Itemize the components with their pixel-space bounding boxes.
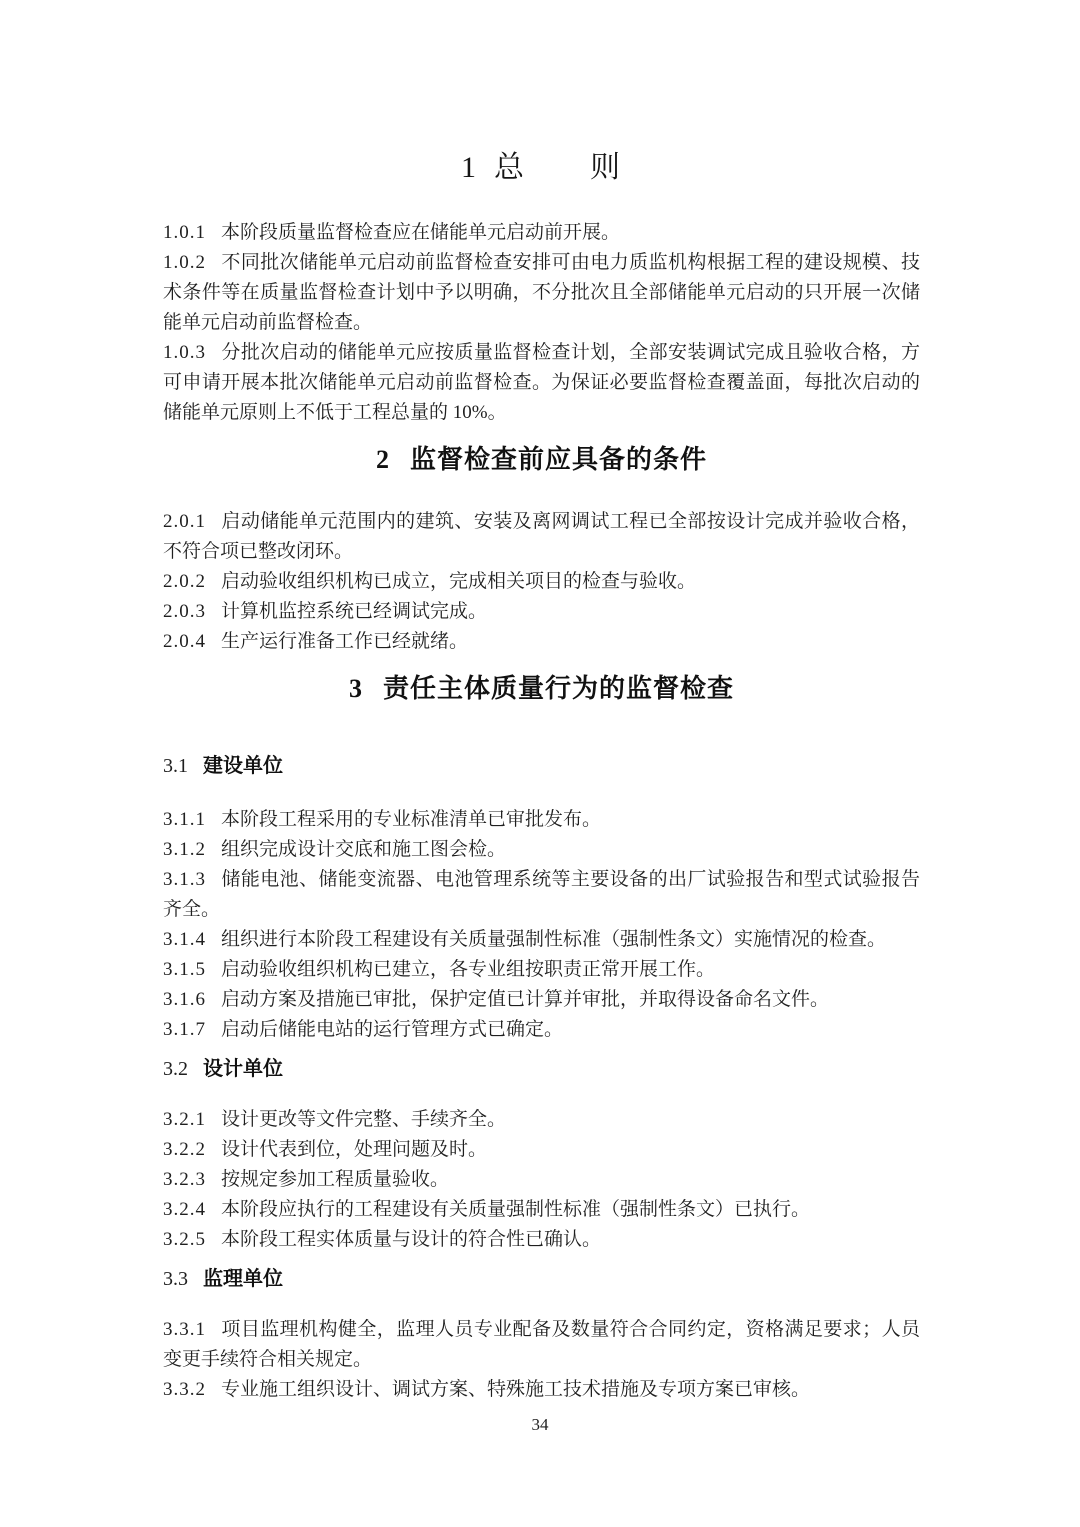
clause-text: 本阶段质量监督检查应在储能单元启动前开展。 bbox=[221, 222, 621, 243]
clause-3-1-5 bbox=[163, 955, 920, 985]
subsection-title: 监理单位 bbox=[203, 1268, 283, 1290]
clause-text: 分批次启动的储能单元应按质量监督检查计划，全部安装调试完成且验收合格，方可申请开展本批次储能单元启动前监督检查。为保证必要监督检查覆盖面，每批次启动的储能单元原则上不低于工程总量的 10%。 bbox=[163, 342, 920, 423]
clause-3-2-5 bbox=[163, 1225, 920, 1255]
clause-number: 2.0.3 bbox=[163, 601, 206, 622]
clause-3-3-1 bbox=[163, 1315, 920, 1375]
clause-1-0-2 bbox=[163, 248, 920, 338]
clause-3-1-1 bbox=[163, 805, 920, 835]
page-number: 34 bbox=[531, 1415, 549, 1434]
clause-text: 启动储能单元范围内的建筑、安装及离网调试工程已全部按设计完成并验收合格，不符合项已整改闭环。 bbox=[163, 511, 920, 562]
clause-text: 组织完成设计交底和施工图会检。 bbox=[221, 839, 507, 860]
chapter-2-title: 监督检查前应具备的条件 bbox=[409, 444, 707, 474]
chapter-1-number: 1 bbox=[461, 151, 478, 184]
clause-number: 3.2.4 bbox=[163, 1199, 206, 1220]
clause-number: 3.2.2 bbox=[163, 1139, 206, 1160]
clause-number: 2.0.1 bbox=[163, 511, 206, 532]
clause-text: 本阶段工程实体质量与设计的符合性已确认。 bbox=[221, 1229, 602, 1250]
clause-3-2-2 bbox=[163, 1135, 920, 1165]
clause-1-0-1 bbox=[163, 218, 920, 248]
clause-3-1-7 bbox=[163, 1015, 920, 1045]
clause-number: 3.1.2 bbox=[163, 839, 206, 860]
clause-number: 3.2.3 bbox=[163, 1169, 206, 1190]
clause-text: 计算机监控系统已经调试完成。 bbox=[221, 601, 488, 622]
clause-text: 设计更改等文件完整、手续齐全。 bbox=[221, 1109, 507, 1130]
clause-text: 储能电池、储能变流器、电池管理系统等主要设备的出厂试验报告和型式试验报告齐全。 bbox=[163, 869, 920, 920]
clause-text: 专业施工组织设计、调试方案、特殊施工技术措施及专项方案已审核。 bbox=[221, 1379, 811, 1400]
clause-number: 3.1.3 bbox=[163, 869, 206, 890]
clause-text: 项目监理机构健全，监理人员专业配备及数量符合合同约定，资格满足要求；人员变更手续符合相关规定。 bbox=[163, 1319, 920, 1370]
clause-3-1-6 bbox=[163, 985, 920, 1015]
clause-number: 3.1.7 bbox=[163, 1019, 206, 1040]
subsection-3-3-heading bbox=[163, 1265, 920, 1293]
clause-number: 1.0.2 bbox=[163, 252, 206, 273]
clause-3-3-2 bbox=[163, 1375, 920, 1405]
clause-number: 3.2.5 bbox=[163, 1229, 206, 1250]
subsection-3-1-heading bbox=[163, 752, 920, 780]
clause-number: 2.0.2 bbox=[163, 571, 206, 592]
clause-2-0-3 bbox=[163, 597, 920, 627]
clause-3-2-3 bbox=[163, 1165, 920, 1195]
chapter-3-number: 3 bbox=[348, 674, 363, 703]
clause-2-0-2 bbox=[163, 567, 920, 597]
clause-3-1-3 bbox=[163, 865, 920, 925]
clause-number: 1.0.1 bbox=[163, 222, 206, 243]
clause-text: 不同批次储能单元启动前监督检查安排可由电力质监机构根据工程的建设规模、技术条件等在质量监督检查计划中予以明确，不分批次且全部储能单元启动的只开展一次储能单元启动前监督检查。 bbox=[163, 252, 920, 333]
clause-2-0-1 bbox=[163, 507, 920, 567]
clause-3-2-1 bbox=[163, 1105, 920, 1135]
clause-number: 3.2.1 bbox=[163, 1109, 206, 1130]
subsection-title: 设计单位 bbox=[203, 1058, 283, 1080]
subsection-number: 3.3 bbox=[163, 1268, 188, 1290]
clause-text: 组织进行本阶段工程建设有关质量强制性标准（强制性条文）实施情况的检查。 bbox=[221, 929, 887, 950]
subsection-3-2-heading bbox=[163, 1055, 920, 1083]
clause-text: 本阶段应执行的工程建设有关质量强制性标准（强制性条文）已执行。 bbox=[221, 1199, 811, 1220]
clause-text: 启动方案及措施已审批，保护定值已计算并审批，并取得设备命名文件。 bbox=[221, 989, 830, 1010]
clause-text: 按规定参加工程质量验收。 bbox=[221, 1169, 450, 1190]
clause-text: 启动验收组织机构已建立，各专业组按职责正常开展工作。 bbox=[221, 959, 716, 980]
chapter-2-heading bbox=[163, 442, 920, 477]
clause-text: 本阶段工程采用的专业标准清单已审批发布。 bbox=[221, 809, 602, 830]
chapter-2-number: 2 bbox=[375, 445, 390, 474]
clause-number: 3.3.1 bbox=[163, 1319, 206, 1340]
clause-text: 设计代表到位，处理问题及时。 bbox=[221, 1139, 488, 1160]
chapter-1-title: 总 则 bbox=[494, 151, 622, 184]
clause-number: 3.3.2 bbox=[163, 1379, 206, 1400]
clause-number: 3.1.5 bbox=[163, 959, 206, 980]
chapter-3-title: 责任主体质量行为的监督检查 bbox=[382, 673, 734, 703]
clause-3-1-2 bbox=[163, 835, 920, 865]
clause-number: 3.1.1 bbox=[163, 809, 206, 830]
clause-number: 2.0.4 bbox=[163, 631, 206, 652]
clause-text: 启动验收组织机构已成立，完成相关项目的检查与验收。 bbox=[221, 571, 697, 592]
clause-2-0-4 bbox=[163, 627, 920, 657]
subsection-title: 建设单位 bbox=[203, 755, 283, 777]
clause-text: 生产运行准备工作已经就绪。 bbox=[221, 631, 469, 652]
chapter-1-heading bbox=[163, 150, 920, 186]
clause-3-2-4 bbox=[163, 1195, 920, 1225]
subsection-number: 3.1 bbox=[163, 755, 188, 777]
clause-3-1-4 bbox=[163, 925, 920, 955]
clause-number: 3.1.6 bbox=[163, 989, 206, 1010]
chapter-3-heading bbox=[163, 671, 920, 706]
clause-number: 1.0.3 bbox=[163, 342, 206, 363]
clause-number: 3.1.4 bbox=[163, 929, 206, 950]
clause-1-0-3 bbox=[163, 338, 920, 428]
clause-text: 启动后储能电站的运行管理方式已确定。 bbox=[221, 1019, 564, 1040]
subsection-number: 3.2 bbox=[163, 1058, 188, 1080]
